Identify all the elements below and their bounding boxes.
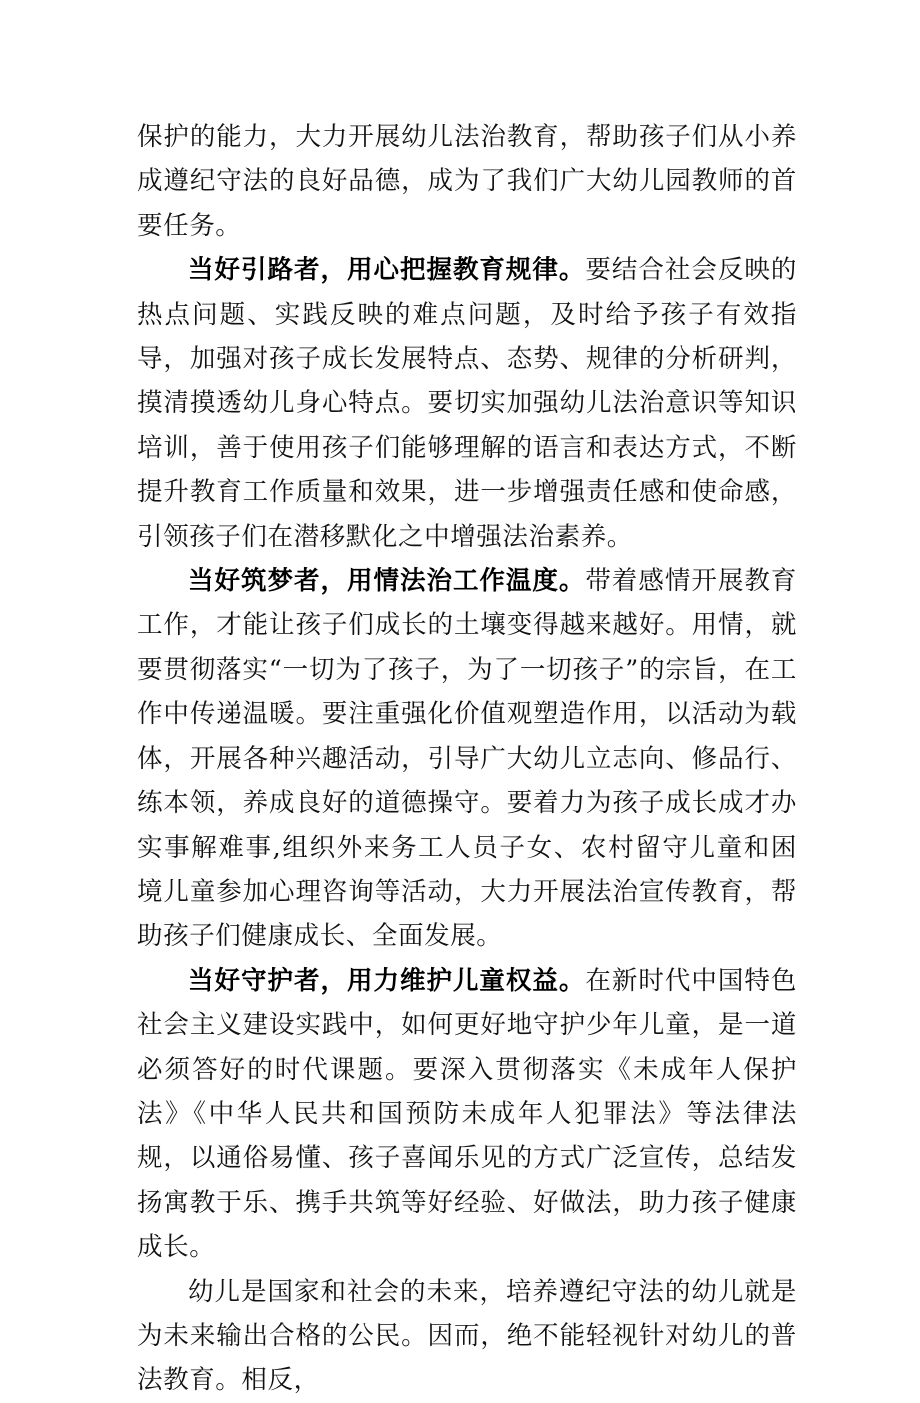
paragraph-heading: 当好引路者，用心把握教育规律。	[188, 255, 586, 286]
paragraph-dream-builder	[137, 559, 797, 959]
paragraph-text: 要结合社会反映的热点问题、实践反映的难点问题，及时给予孩子有效指导，加强对孩子成长发展特点、态势、规律的分析研判，摸清摸透幼儿身心特点。要切实加强幼儿法治意识等知识培训，善于使用孩子们能够理解的语言和表达方式，不断提升教育工作质量和效果，进一步增强责任感和使命感，引领孩子们在潜移默化之中增强法治素养。	[137, 255, 797, 552]
paragraph-heading: 当好守护者，用力维护儿童权益。	[188, 965, 586, 996]
paragraph-conclusion	[137, 1270, 797, 1403]
paragraph-continuation	[137, 115, 797, 248]
paragraph-heading: 当好筑梦者，用情法治工作温度。	[188, 566, 586, 597]
document-body	[137, 115, 797, 1403]
paragraph-text: 保护的能力，大力开展幼儿法治教育，帮助孩子们从小养成遵纪守法的良好品德，成为了我们广大幼儿园教师的首要任务。	[137, 122, 797, 241]
paragraph-text: 在新时代中国特色社会主义建设实践中，如何更好地守护少年儿童，是一道必须答好的时代课题。要深入贯彻落实《未成年人保护法》《中华人民共和国预防未成年人犯罪法》等法律法规，以通俗易懂、孩子喜闻乐见的方式广泛宣传，总结发扬寓教于乐、携手共筑等好经验、好做法，助力孩子健康成长。	[137, 965, 797, 1263]
paragraph-guardian	[137, 959, 797, 1270]
paragraph-text: 幼儿是国家和社会的未来，培养遵纪守法的幼儿就是为未来输出合格的公民。因而，绝不能轻视针对幼儿的普法教育。相反，	[137, 1276, 797, 1396]
paragraph-guide	[137, 248, 797, 559]
paragraph-text: 带着感情开展教育工作，才能让孩子们成长的土壤变得越来越好。用情，就要贯彻落实“一切为了孩子，为了一切孩子”的宗旨，在工作中传递温暖。要注重强化价值观塑造作用，以活动为载体，开展各种兴趣活动，引导广大幼儿立志向、修品行、练本领，养成良好的道德操守。要着力为孩子成长成才办实事解难事,组织外来务工人员子女、农村留守儿童和困境儿童参加心理咨询等活动，大力开展法治宣传教育，帮助孩子们健康成长、全面发展。	[137, 566, 797, 952]
